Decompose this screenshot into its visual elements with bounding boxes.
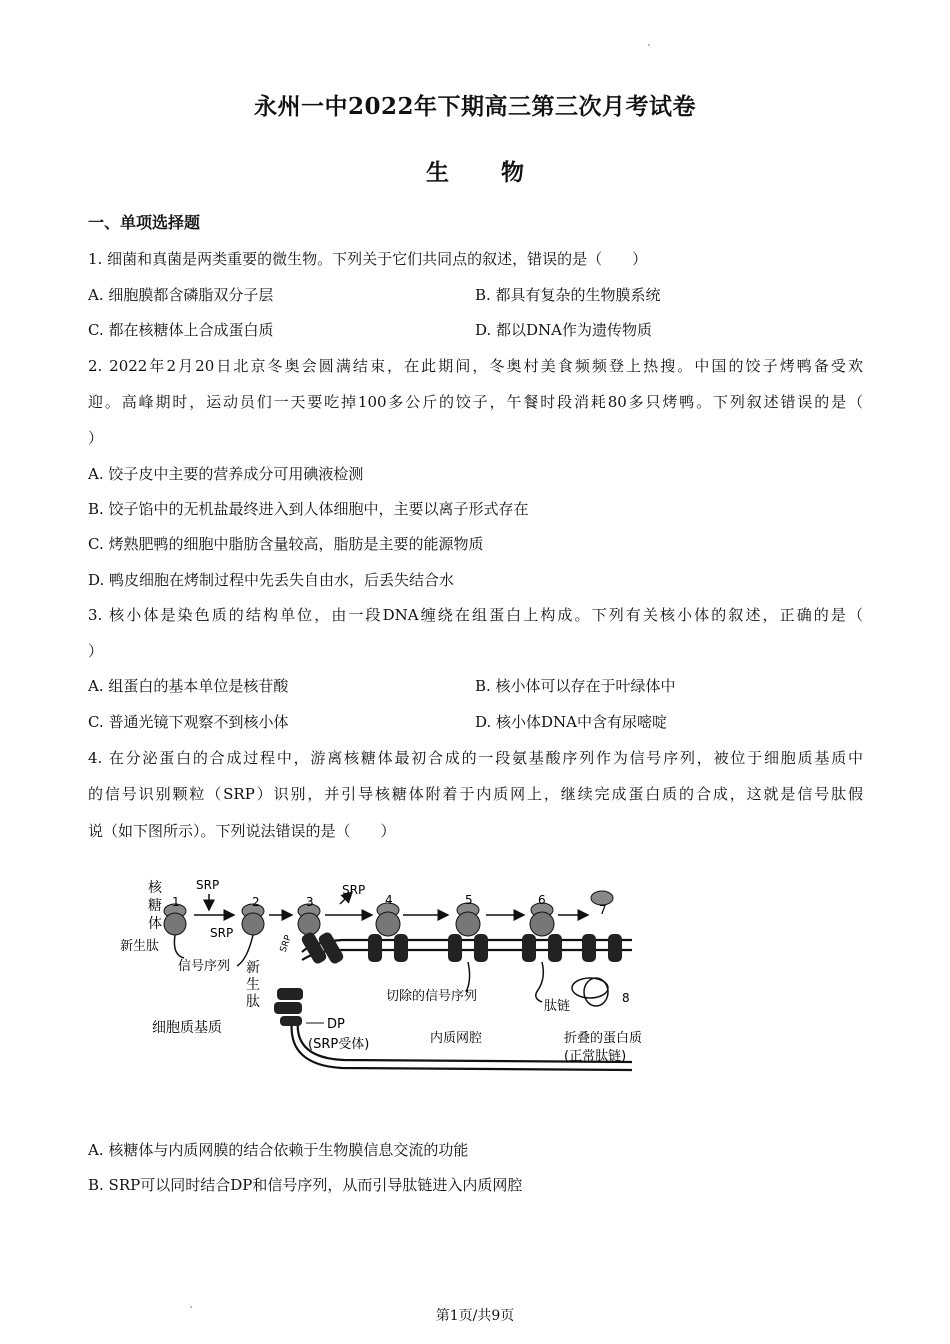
- speck: [648, 44, 650, 46]
- step-number-5: 5: [465, 893, 473, 907]
- q2-stem-line1: 2. 2022年2月20日北京冬奥会圆满结束，在此期间，冬奥村美食频频登上热搜。中国的饺子烤鸭备受欢: [88, 357, 863, 375]
- label-srp-arrow: SRP: [196, 878, 220, 892]
- label-peptide-chain: 肽链: [544, 999, 571, 1014]
- label-nascent2-3: 肽: [246, 994, 260, 1010]
- label-srp-release: SRP: [342, 883, 366, 897]
- q2-option-d: D. 鸭皮细胞在烤制过程中先丢失自由水，后丢失结合水: [88, 571, 455, 589]
- q3-stem-line1: 3. 核小体是染色质的结构单位，由一段DNA缠绕在组蛋白上构成。下列有关核小体的叙述，正确的是（: [88, 606, 863, 624]
- q3-stem-line2: ）: [88, 642, 104, 660]
- signal-peptide-diagram: [112, 870, 672, 1085]
- q2-option-b: B. 饺子馅中的无机盐最终进入到人体细胞中，主要以离子形式存在: [88, 500, 529, 518]
- q3-option-a: A. 组蛋白的基本单位是核苷酸: [88, 677, 289, 695]
- ribosome-5: [448, 903, 488, 962]
- q2-stem-line3: ）: [88, 429, 104, 447]
- label-srp-docked: SRP: [278, 933, 295, 954]
- q1-option-c: C. 都在核糖体上合成蛋白质: [88, 321, 274, 339]
- exam-title: 永州一中2022年下期高三第三次月考试卷: [253, 93, 696, 120]
- q4-stem-line3: 说（如下图所示）。下列说法错误的是（ ）: [88, 822, 396, 840]
- label-nascent2-1: 新: [246, 960, 260, 976]
- step-number-2: 2: [252, 895, 260, 909]
- label-normal-peptide: (正常肽链): [564, 1049, 627, 1064]
- label-signal-sequence: 信号序列: [178, 959, 231, 974]
- q1-option-b: B. 都具有复杂的生物膜系统: [475, 286, 661, 304]
- step-number-6: 6: [538, 893, 546, 907]
- q4-stem-line1: 4. 在分泌蛋白的合成过程中，游离核糖体最初合成的一段氨基酸序列作为信号序列，被位于细胞质基质中: [88, 749, 863, 767]
- label-ribosome-2: 糖: [148, 898, 162, 914]
- step-number-3: 3: [306, 895, 314, 909]
- q1-stem: 1. 细菌和真菌是两类重要的微生物。下列关于它们共同点的叙述，错误的是（ ）: [88, 250, 648, 268]
- ribosome-4: [368, 903, 408, 962]
- q2-option-a: A. 饺子皮中主要的营养成分可用碘液检测: [88, 465, 364, 483]
- q1-option-a: A. 细胞膜都含磷脂双分子层: [88, 286, 274, 304]
- q4-option-a: A. 核糖体与内质网膜的结合依赖于生物膜信息交流的功能: [88, 1141, 469, 1159]
- q2-stem-line2: 迎。高峰期时，运动员们一天要吃掉100多公斤的饺子，午餐时段消耗80多只烤鸭。下列叙述错误的是（: [88, 393, 863, 411]
- label-dp: DP: [327, 1017, 345, 1032]
- label-nascent-peptide: 新生肽: [120, 939, 160, 954]
- page-footer: 第1页/共9页: [435, 1308, 515, 1324]
- q4-stem-line2: 的信号识别颗粒（SRP）识别，并引导核糖体附着于内质网上，继续完成蛋白质的合成，这就是信号肽假: [88, 785, 863, 803]
- label-er-lumen: 内质网腔: [430, 1031, 483, 1046]
- label-ribosome-1: 核: [148, 880, 162, 896]
- label-dp-receptor: (SRP受体): [308, 1037, 370, 1052]
- q3-option-d: D. 核小体DNA中含有尿嘧啶: [475, 713, 668, 731]
- q4-option-b: B. SRP可以同时结合DP和信号序列，从而引导肽链进入内质网腔: [88, 1176, 523, 1194]
- label-cut-signal: 切除的信号序列: [386, 989, 478, 1004]
- ribosome-7: [582, 891, 622, 962]
- label-cytosol: 细胞质基质: [152, 1020, 222, 1036]
- q1-option-d: D. 都以DNA作为遗传物质: [475, 321, 653, 339]
- step-number-4: 4: [385, 893, 393, 907]
- step-number-1: 1: [172, 895, 180, 909]
- label-nascent2-2: 生: [246, 977, 260, 993]
- step-number-8: 8: [622, 991, 630, 1005]
- label-folded-protein: 折叠的蛋白质: [564, 1031, 643, 1046]
- step-number-7: 7: [599, 903, 607, 917]
- subject-title: 生 物: [425, 159, 546, 186]
- section-heading: 一、单项选择题: [88, 213, 201, 232]
- q3-option-b: B. 核小体可以存在于叶绿体中: [475, 677, 676, 695]
- ribosome-6: [522, 903, 562, 962]
- q2-option-c: C. 烤熟肥鸭的细胞中脂肪含量较高，脂肪是主要的能源物质: [88, 535, 484, 553]
- q3-option-c: C. 普通光镜下观察不到核小体: [88, 713, 289, 731]
- label-srp-bound: SRP: [210, 926, 234, 940]
- label-ribosome-3: 体: [148, 916, 162, 932]
